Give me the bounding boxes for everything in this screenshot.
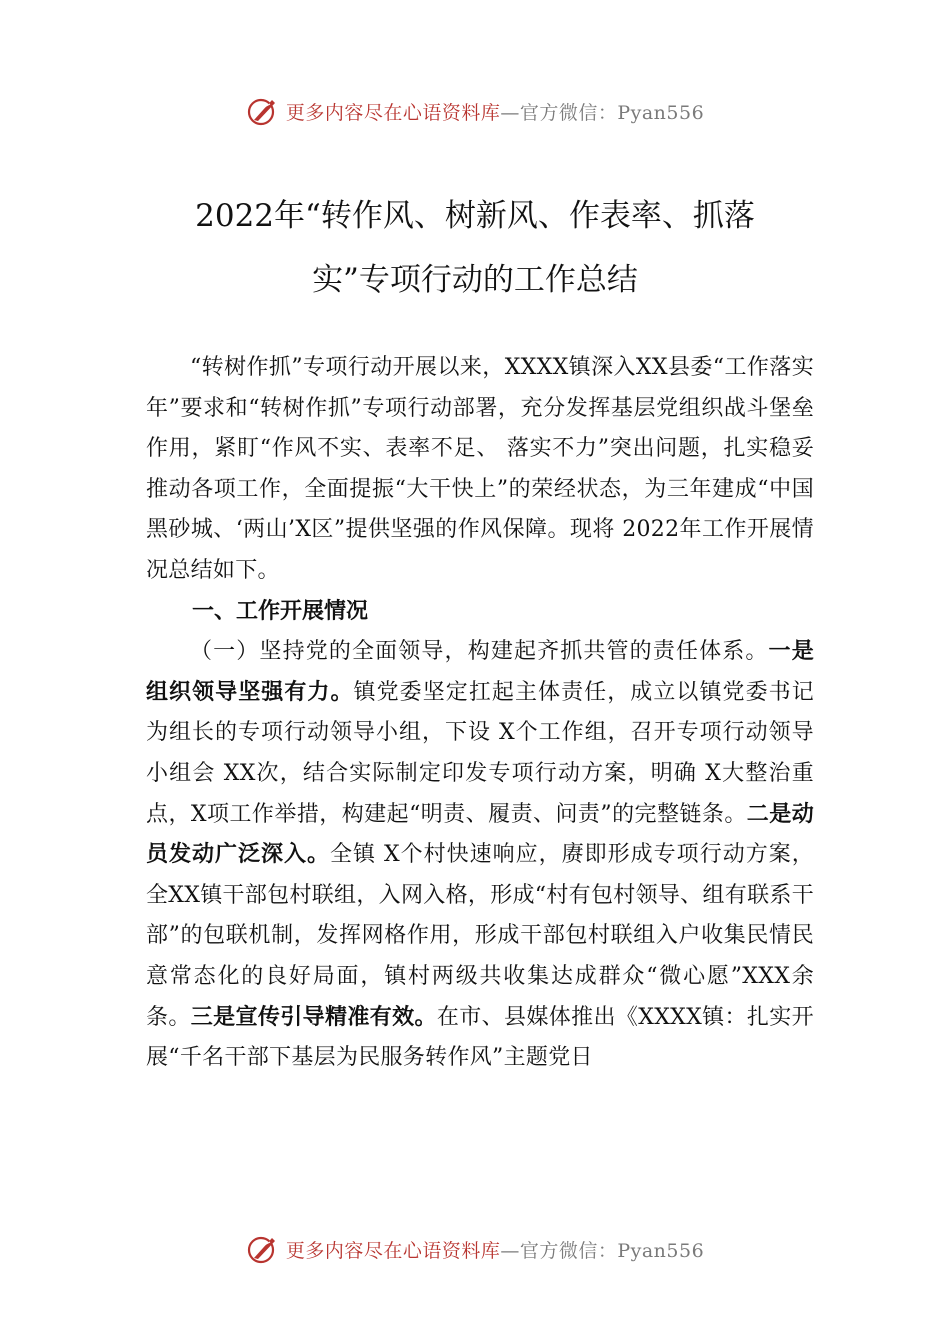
- document-title: [0, 184, 950, 312]
- title-line-1: 2022年“转作风、树新风、作表率、抓落: [195, 198, 755, 234]
- point-1-text: 镇党委坚定扛起主体责任，成立以镇党委书记为组长的专项行动领导小组，下设 X个工作组，召开专项行动领导小组会 XX次，结合实际制定印发专项行动方案，明确 X大整治重点，X项工作举措，构建起“明责、履责、问责”的完整链条。: [146, 679, 814, 827]
- body-paragraph: [146, 632, 814, 1079]
- point-3-label: 三是宣传引导精准有效。: [190, 1004, 437, 1030]
- watermark-text: 更多内容尽在心语资料库—官方微信：Pyan556: [285, 1239, 705, 1262]
- quill-logo-icon: [246, 94, 280, 128]
- point-1-label: 一是组织领导坚强有力。: [146, 639, 814, 705]
- watermark-header: [0, 94, 950, 128]
- intro-paragraph: “转树作抓”专项行动开展以来，XXXX镇深入XX县委“工作落实年”要求和“转树作抓”专项行动部署，充分发挥基层党组织战斗堡垒作用，紧盯“作风不实、表率不足、 落实不力”突出问题，扎实稳妥推动各项工作，全面提振“大干快上”的荣经状态，为三年建成“中国黑砂城、‘两山’X区”提供坚强的作风保障。现将 2022年工作开展情况总结如下。: [146, 355, 814, 583]
- quill-logo-icon: [246, 1232, 280, 1266]
- watermark-footer: [0, 1232, 950, 1266]
- watermark-text: 更多内容尽在心语资料库—官方微信：Pyan556: [285, 101, 705, 124]
- title-line-2: 实”专项行动的工作总结: [312, 262, 638, 298]
- subsection-title: （一）坚持党的全面领导，构建起齐抓共管的责任体系。: [190, 639, 769, 665]
- point-3-text: 在市、县媒体推出《XXXX镇：扎实开展“千名干部下基层为民服务转作风”主题党日: [146, 1004, 814, 1071]
- point-2-text: 全镇 X个村快速响应，赓即形成专项行动方案，全XX镇干部包村联组，入网入格，形成“村有包村领导、组有联系干部”的包联机制，发挥网格作用，形成干部包村联组入户收集民情民意常态化的良好局面，镇村两级共收集达成群众“微心愿”XXX余条。: [146, 842, 814, 1030]
- point-2-label: 二是动员发动广泛深入。: [146, 801, 814, 868]
- section-heading: 一、工作开展情况: [192, 598, 369, 624]
- document-body: [146, 348, 814, 1079]
